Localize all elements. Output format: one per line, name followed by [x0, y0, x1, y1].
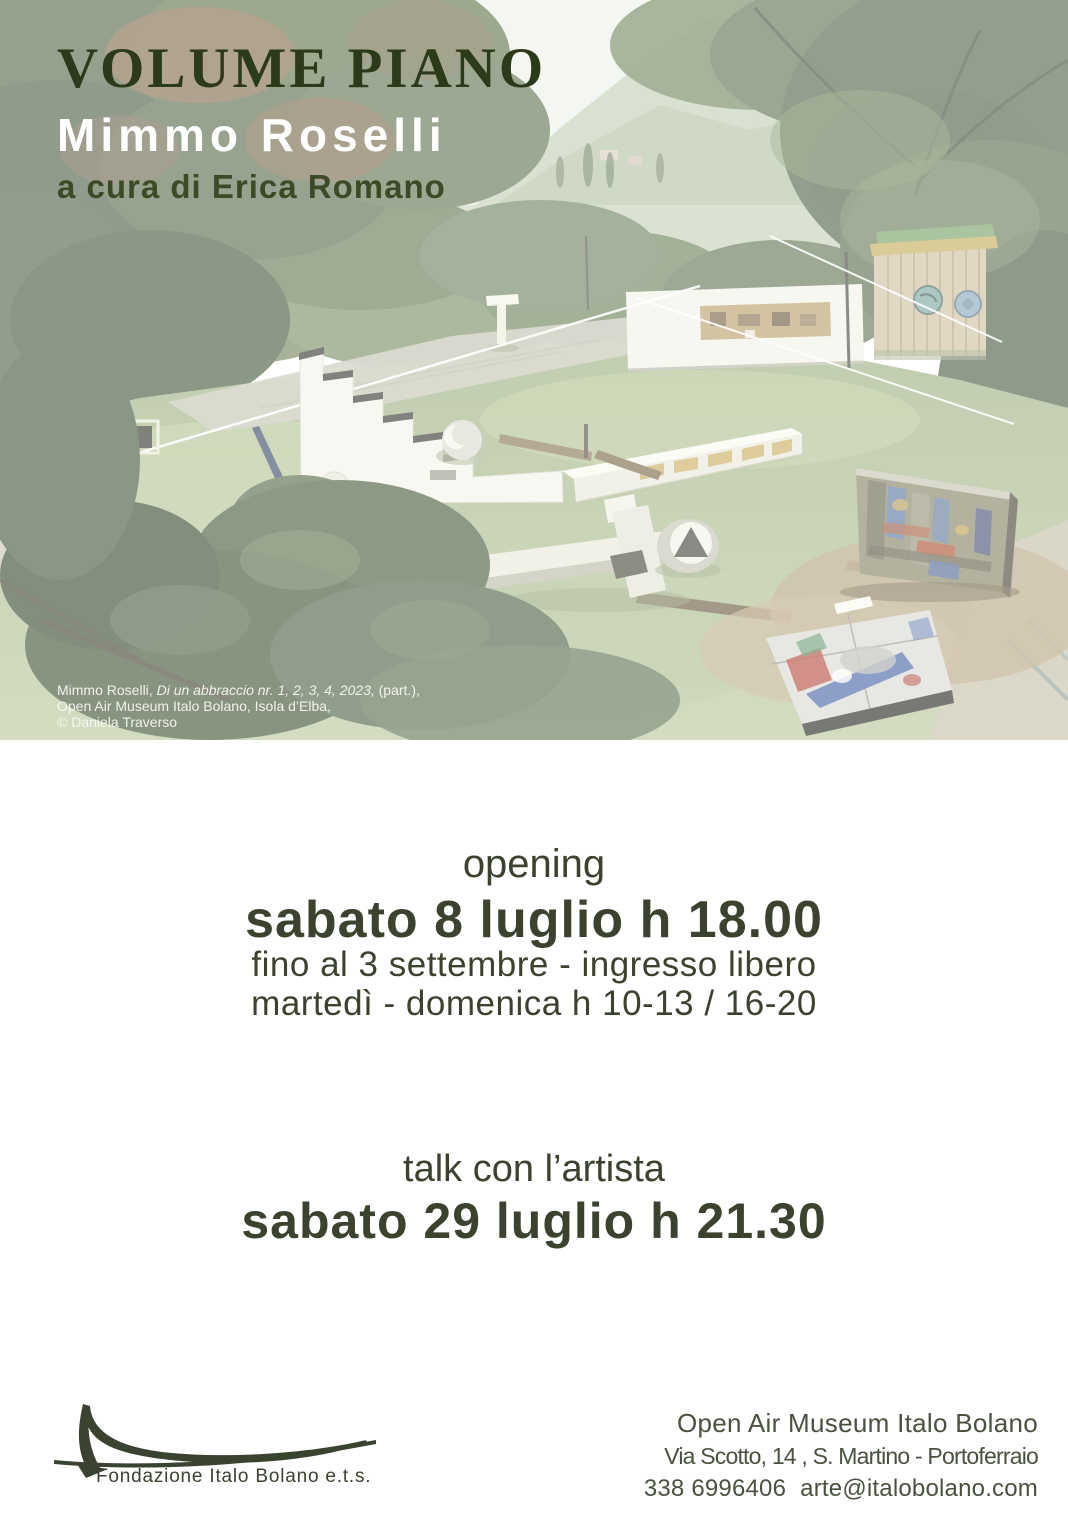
contact-line — [538, 1475, 1038, 1503]
museum-address: Via Scotto, 14 , S. Martino - Portoferraio — [664, 1443, 1038, 1469]
exhibition-title: VOLUME PIANO — [57, 37, 547, 100]
photo-caption — [57, 682, 420, 730]
talk-label: talk con l’artista — [403, 1148, 665, 1190]
caption-line-1 — [57, 682, 420, 698]
curator-line: a cura di Erica Romano — [57, 168, 446, 205]
phone-number: 338 6996406 — [643, 1475, 787, 1502]
foundation-name: Fondazione Italo Bolano e.t.s. — [96, 1466, 372, 1487]
talk-date: sabato 29 luglio h 21.30 — [241, 1193, 827, 1249]
caption-artist: Mimmo Roselli, — [57, 682, 157, 698]
caption-line-2: Open Air Museum Italo Bolano, Isola d’Elba, — [57, 698, 331, 714]
opening-date: sabato 8 luglio h 18.00 — [245, 891, 823, 949]
caption-line-3: © Daniela Traverso — [57, 714, 178, 730]
contact-block — [538, 1408, 1038, 1503]
opening-hours: martedì - domenica h 10-13 / 16-20 — [251, 984, 817, 1023]
opening-label: opening — [462, 842, 606, 886]
artist-name: Mimmo Roselli — [57, 109, 447, 161]
garden-photo — [0, 0, 1068, 740]
caption-part: (part.), — [374, 682, 420, 698]
caption-work-title: Di un abbraccio nr. 1, 2, 3, 4, 2023, — [156, 682, 375, 698]
email-address: arte@italobolano.com — [800, 1475, 1038, 1502]
exhibition-duration: fino al 3 settembre - ingresso libero — [251, 945, 817, 984]
museum-name: Open Air Museum Italo Bolano — [676, 1408, 1038, 1438]
